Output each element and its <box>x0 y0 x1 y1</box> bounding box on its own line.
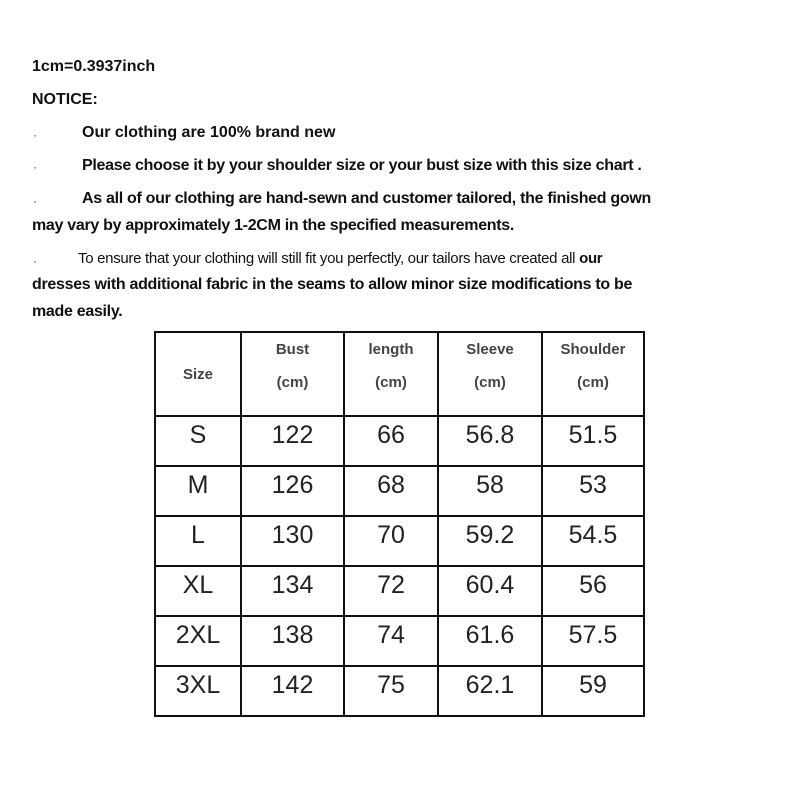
cell-length: 74 <box>344 616 438 666</box>
unit-conversion: 1cm=0.3937inch <box>32 58 156 75</box>
header-bust <box>241 332 344 416</box>
header-unit: (cm) <box>474 374 506 391</box>
notice-item-3-cont: may vary by approximately 1-2CM in the specified measurements. <box>32 217 515 234</box>
table-header-row <box>155 332 644 416</box>
notice-item-4-text: To ensure that your clothing will still fit you perfectly, our tailors have created all <box>78 250 580 267</box>
cell-sleeve: 62.1 <box>438 666 542 716</box>
notice-item-1: Our clothing are 100% brand new <box>82 124 336 141</box>
cell-size: M <box>155 466 241 516</box>
table-row <box>155 416 644 466</box>
header-unit: (cm) <box>577 374 609 391</box>
header-label: Size <box>182 365 213 383</box>
cell-bust: 130 <box>241 516 344 566</box>
header-label: length <box>368 341 414 358</box>
cell-bust: 122 <box>241 416 344 466</box>
cell-sleeve: 58 <box>438 466 542 516</box>
cell-size: 2XL <box>155 616 241 666</box>
cell-bust: 142 <box>241 666 344 716</box>
table-row <box>155 666 644 716</box>
cell-sleeve: 61.6 <box>438 616 542 666</box>
table-row <box>155 466 644 516</box>
size-chart-table <box>154 331 645 717</box>
header-label: Sleeve <box>466 341 514 358</box>
notice-item-4-tail: our <box>579 250 603 267</box>
cell-bust: 138 <box>241 616 344 666</box>
notice-item-2: Please choose it by your shoulder size or your bust size with this size chart . <box>82 157 642 174</box>
cell-shoulder: 59 <box>542 666 644 716</box>
notice-item-4-cont2: made easily. <box>32 303 123 320</box>
bullet-dot: · <box>33 128 37 142</box>
cell-size: 3XL <box>155 666 241 716</box>
cell-length: 72 <box>344 566 438 616</box>
notice-item-4-cont1: dresses with additional fabric in the seams to allow minor size modifications to be <box>32 276 633 293</box>
cell-shoulder: 56 <box>542 566 644 616</box>
cell-sleeve: 56.8 <box>438 416 542 466</box>
header-label: Shoulder <box>560 341 626 358</box>
header-unit: (cm) <box>276 374 309 391</box>
bullet-dot: · <box>33 160 37 174</box>
header-length <box>344 332 438 416</box>
cell-size: L <box>155 516 241 566</box>
table-row <box>155 616 644 666</box>
cell-sleeve: 59.2 <box>438 516 542 566</box>
cell-bust: 126 <box>241 466 344 516</box>
table-row <box>155 566 644 616</box>
cell-length: 75 <box>344 666 438 716</box>
cell-length: 66 <box>344 416 438 466</box>
header-size <box>155 332 241 416</box>
header-sleeve <box>438 332 542 416</box>
header-unit: (cm) <box>375 374 407 391</box>
cell-sleeve: 60.4 <box>438 566 542 616</box>
cell-shoulder: 54.5 <box>542 516 644 566</box>
notice-item-3: As all of our clothing are hand-sewn and customer tailored, the finished gown <box>82 190 651 207</box>
header-label: Bust <box>275 341 310 358</box>
cell-shoulder: 53 <box>542 466 644 516</box>
bullet-dot: · <box>33 254 37 268</box>
cell-length: 70 <box>344 516 438 566</box>
cell-size: XL <box>155 566 241 616</box>
cell-shoulder: 57.5 <box>542 616 644 666</box>
header-shoulder <box>542 332 644 416</box>
bullet-dot: · <box>33 194 37 208</box>
notice-title: NOTICE: <box>32 91 98 108</box>
cell-length: 68 <box>344 466 438 516</box>
cell-size: S <box>155 416 241 466</box>
cell-shoulder: 51.5 <box>542 416 644 466</box>
table-row <box>155 516 644 566</box>
notice-item-4 <box>78 250 602 267</box>
cell-bust: 134 <box>241 566 344 616</box>
